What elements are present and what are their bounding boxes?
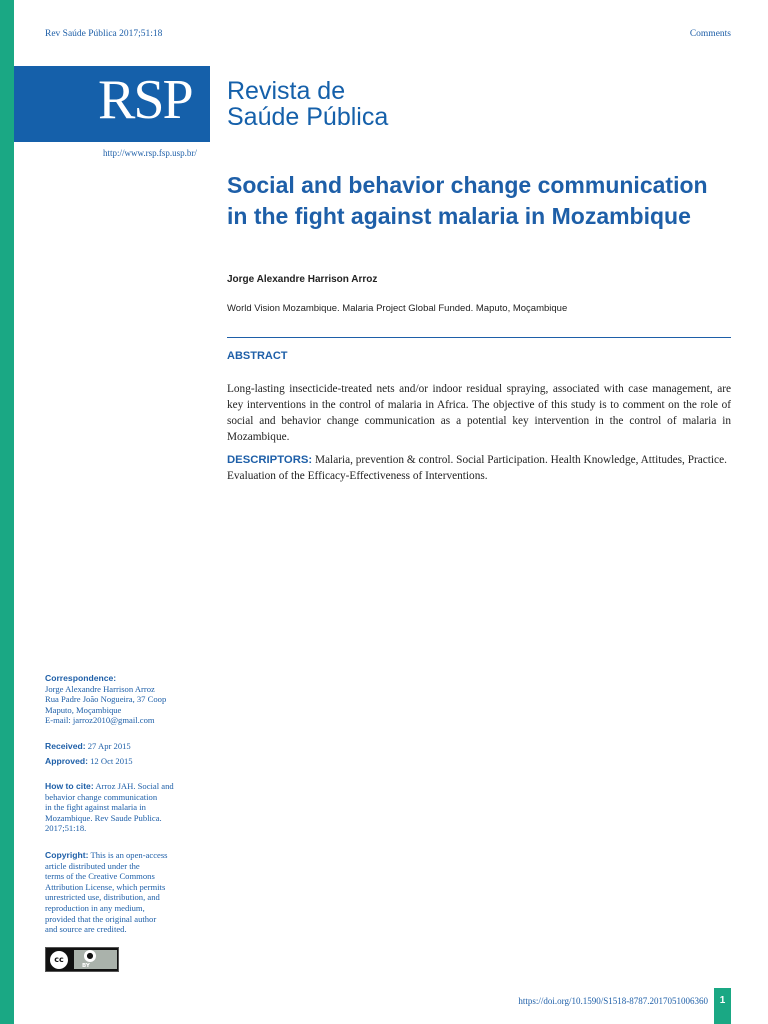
abstract-heading: ABSTRACT [227,350,288,362]
how-to-cite-label: How to cite: [45,781,94,791]
correspondence-line: Jorge Alexandre Harrison Arroz [45,683,155,694]
correspondence-block [45,673,205,726]
descriptors-label: DESCRIPTORS: [227,454,313,466]
descriptors-text: Malaria, prevention & control. Social Participation. Health Knowledge, Attitudes, Practice. Evaluation of the Efficacy-Effectiveness of Interventions. [227,454,727,482]
section-divider [227,337,731,338]
article-title: Social and behavior change communication in the fight against malaria in Mozambique [227,172,708,229]
creative-commons-icon: cc [50,951,68,969]
copyright-block [45,850,205,935]
journal-url-link[interactable]: http://www.rsp.fsp.usp.br/ [103,148,197,158]
how-to-cite-line: in the fight against malaria in [45,802,146,813]
copyright-line: terms of the Creative Commons [45,871,155,882]
correspondence-label: Correspondence: [45,673,117,683]
descriptors [227,452,731,484]
received-value: 27 Apr 2015 [85,741,131,751]
copyright-line: and source are credited. [45,924,127,935]
copyright-line: article distributed under the [45,860,140,871]
journal-name-line1: Revista de [227,77,346,105]
copyright-line: Attribution License, which permits [45,881,166,892]
received-date [45,741,205,752]
copyright-label: Copyright: [45,850,89,860]
journal-name-line2: Saúde Pública [227,103,389,131]
how-to-cite-line: Mozambique. Rev Saude Publica. [45,812,162,823]
logo-text: RSP [98,69,192,131]
copyright-line: provided that the original author [45,913,157,924]
abstract-text: Long-lasting insecticide-treated nets and/or indoor residual spraying, associated with case management, are key interventions in the control of malaria in Africa. The objective of this study is to comment on the role of social and behavior change communication as a potential key intervention in the control of malaria in Mozambique. [227,383,731,443]
correspondence-line: Rua Padre João Nogueira, 37 Coop [45,694,167,705]
approved-value: 12 Oct 2015 [87,756,133,766]
correspondence-line: Maputo, Moçambique [45,704,122,715]
running-citation: Rev Saúde Pública 2017;51:18 [45,29,163,39]
left-accent-bar [0,0,14,1024]
how-to-cite-line: Arroz JAH. Social and [93,781,174,791]
copyright-line: This is an open-access [88,850,168,860]
copyright-line: reproduction in any medium, [45,902,145,913]
journal-logo [14,66,210,142]
cc-license-badge[interactable] [45,947,119,972]
section-label: Comments [689,29,731,39]
page-number: 1 [714,988,731,1024]
doi-link[interactable]: https://doi.org/10.1590/S1518-8787.2017051006360 [518,996,708,1006]
attribution-person-icon: ● [84,950,96,962]
how-to-cite-block [45,781,205,834]
approved-label: Approved: [45,756,88,766]
author-name: Jorge Alexandre Harrison Arroz [227,274,378,285]
how-to-cite-line: 2017;51:18. [45,823,87,834]
journal-name [227,78,388,130]
received-label: Received: [45,741,86,751]
cc-by-label: BY [82,963,90,969]
approved-date [45,756,205,767]
correspondence-email[interactable]: E-mail: jarroz2010@gmail.com [45,715,155,726]
how-to-cite-line: behavior change communication [45,791,158,802]
copyright-line: unrestricted use, distribution, and [45,892,160,903]
author-affiliation: World Vision Mozambique. Malaria Project Global Funded. Maputo, Moçambique [227,303,568,314]
